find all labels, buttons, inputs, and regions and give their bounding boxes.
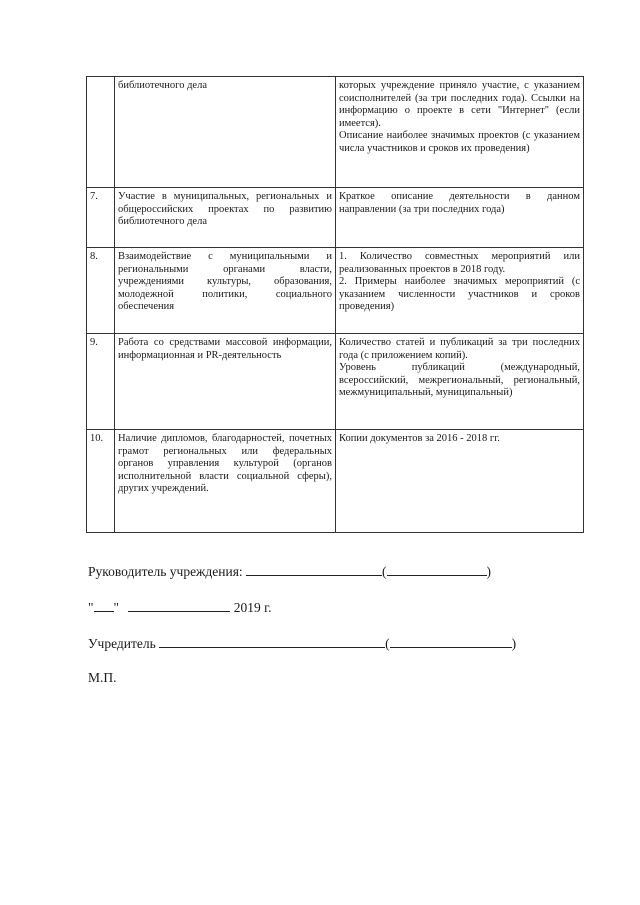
- table-row: [87, 248, 584, 334]
- head-signature-blank: [246, 563, 382, 576]
- open-paren: (: [382, 564, 387, 579]
- description-cell: [336, 430, 584, 533]
- criterion-cell: Работа со средствами массовой информации, информационная и PR-деятельность: [115, 334, 336, 430]
- head-signature-line: [88, 563, 491, 580]
- description-cell: [336, 248, 584, 334]
- row-number: 10.: [87, 430, 115, 533]
- table-row: [87, 77, 584, 188]
- description-paragraph: которых учреждение приняло участие, с указанием соисполнителей (за три последних года). Ссылки на информацию о проекте в сети "Интернет" (если имеется).: [339, 80, 580, 129]
- day-blank: [94, 599, 114, 612]
- founder-label: Учредитель: [88, 636, 156, 651]
- description-paragraph: Количество статей и публикаций за три последних года (с приложением копий).: [339, 337, 580, 361]
- close-paren: ): [511, 636, 517, 651]
- description-paragraph: Описание наиболее значимых проектов (с указанием числа участников и сроков их проведения): [339, 130, 580, 154]
- description-paragraph: Копии документов за 2016 - 2018 гг.: [339, 433, 500, 444]
- row-number: 9.: [87, 334, 115, 430]
- criteria-table: [86, 76, 584, 533]
- description-paragraph: 2. Примеры наиболее значимых мероприятий (с указанием численности участников и сроков проведения): [339, 276, 580, 313]
- row-number: 7.: [87, 188, 115, 248]
- description-cell: [336, 188, 584, 248]
- date-line: [88, 599, 272, 616]
- head-name-blank: [387, 563, 487, 576]
- date-quote-open: ": [88, 600, 94, 615]
- criterion-cell: Взаимодействие с муниципальными и региональными органами власти, учреждениями культуры, образования, молодежной политики, социального обеспечения: [115, 248, 336, 334]
- table-row: [87, 430, 584, 533]
- date-quote-close: ": [113, 600, 120, 615]
- date-year: 2019 г.: [233, 600, 272, 615]
- open-paren: (: [385, 636, 390, 651]
- founder-name-blank: [390, 635, 512, 648]
- row-number: [87, 77, 115, 188]
- criterion-cell: Наличие дипломов, благодарностей, почетных грамот региональных или федеральных органов управления культурой (органов исполнительной власти социальной сферы), других учреждений.: [115, 430, 336, 533]
- description-paragraph: Уровень публикаций (международный, всероссийский, межрегиональный, региональный, межмуниципальный, муниципальный): [339, 362, 580, 399]
- founder-signature-blank: [159, 635, 385, 648]
- description-paragraph: 1. Количество совместных мероприятий или реализованных проектов в 2018 году.: [339, 251, 580, 275]
- criterion-cell: Участие в муниципальных, региональных и общероссийских проектах по развитию библиотечного дела: [115, 188, 336, 248]
- head-label: Руководитель учреждения:: [88, 564, 243, 579]
- table-row: [87, 334, 584, 430]
- description-cell: [336, 334, 584, 430]
- close-paren: ): [486, 564, 492, 579]
- description-paragraph: Краткое описание деятельности в данном направлении (за три последних года): [339, 191, 580, 215]
- seal-mark: М.П.: [88, 670, 117, 685]
- month-blank: [128, 599, 230, 612]
- founder-signature-line: [88, 635, 516, 652]
- table-row: [87, 188, 584, 248]
- description-cell: [336, 77, 584, 188]
- row-number: 8.: [87, 248, 115, 334]
- criterion-cell: библиотечного дела: [115, 77, 336, 188]
